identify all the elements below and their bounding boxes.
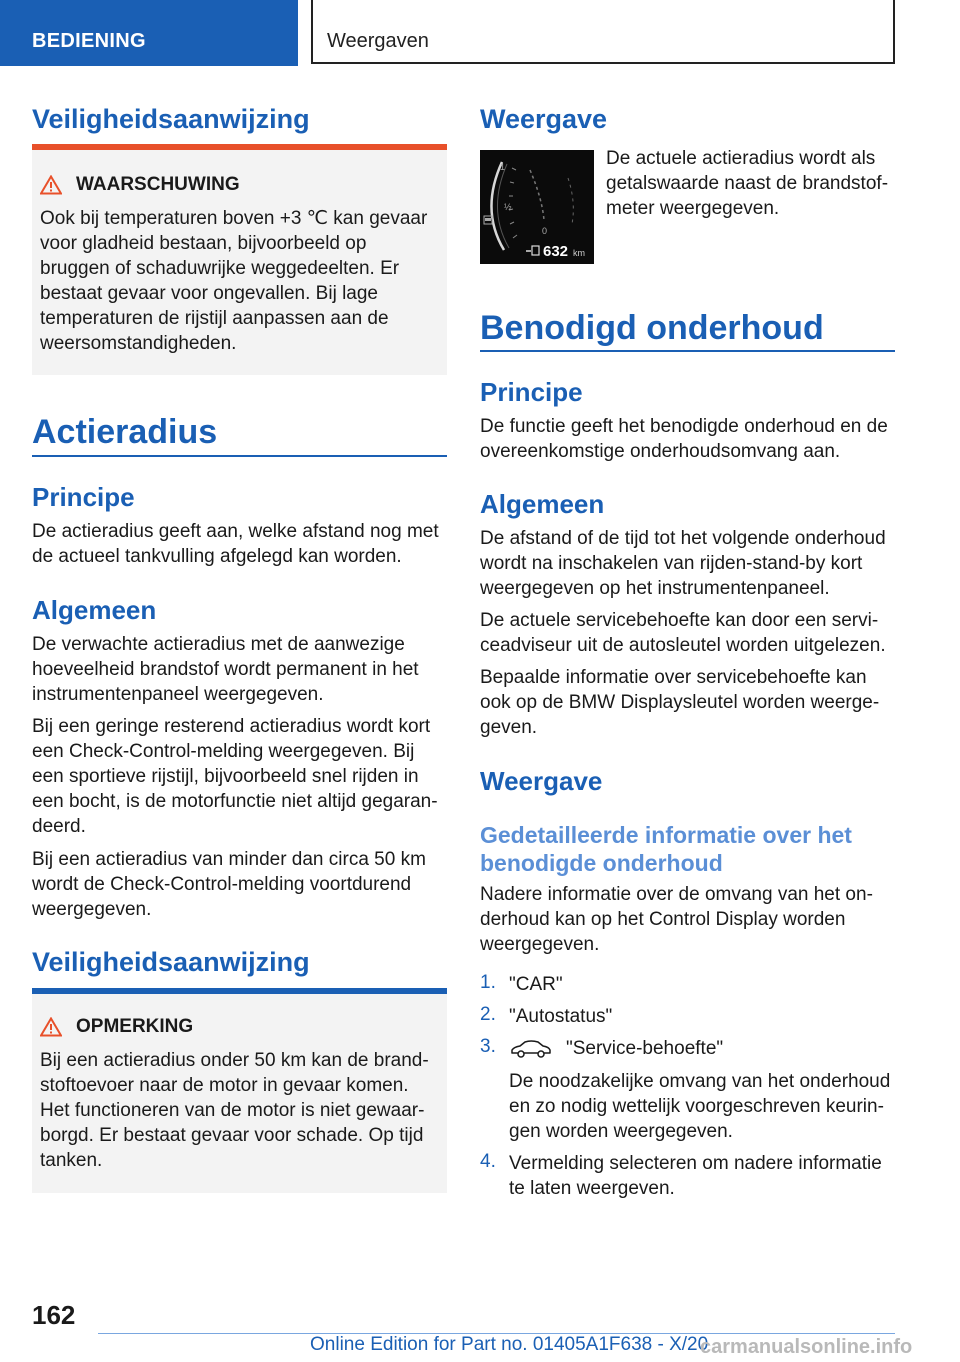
chapter-tab [311, 0, 895, 64]
service-detail-heading: Gedetailleerde informatie over het benodigde onderhoud [480, 822, 852, 876]
step-number: 1. [480, 972, 496, 993]
warning-triangle-icon [40, 1017, 62, 1037]
gauge-empty-label: 0 [542, 226, 548, 236]
service-general-p1: De afstand of de tijd tot het volgende onderhoud wordt na inschakelen van rijden-stand-by kort weergegeven op het instrumentenpaneel. [480, 528, 886, 599]
safety-heading-1: Veiligheidsaanwijzing [32, 104, 310, 134]
note-bar [32, 988, 447, 994]
warning-label: WAARSCHUWING [76, 174, 240, 195]
warning-triangle-icon [40, 175, 62, 195]
step-number: 4. [480, 1151, 496, 1172]
range-general-p3: Bij een actieradius van minder dan circa 50 km wordt de Check-Control-melding voortdurend weergegeven. [32, 849, 426, 920]
note-box [32, 988, 447, 1193]
gauge-full-label: 1 [500, 162, 506, 172]
step-text: "Service-behoefte" [566, 1038, 724, 1059]
range-unit: km [573, 248, 585, 258]
section-tab [0, 0, 298, 66]
service-general-p3: Bepaalde informatie over servicebehoefte kan ook op de BMW Displaysleutel worden weergegeven. [480, 667, 880, 738]
service-heading-rule [480, 350, 895, 352]
range-principle-heading: Principe [32, 482, 135, 512]
range-principle-text: De actieradius geeft aan, welke afstand nog met de actueel tankvulling afgelegd kan worden. [32, 521, 439, 567]
range-general-p2: Bij een geringe resterend actieradius wordt kort een Check-Control-melding weergegeven. Bij een sportieve rijstijl, bijvoorbeeld snel rijden in een bocht, is de motorfunctie niet altijd gegarandeerd. [32, 716, 438, 837]
chapter-title: Weergaven [327, 30, 429, 52]
service-general-p2: De actuele servicebehoefte kan door een serviceadviseur uit de autosleutel worden uitgelezen. [480, 610, 886, 656]
note-text: Bij een actieradius onder 50 km kan de brandstoftoevoer naar de motor in gevaar komen. Het functioneren van de motor is niet gewaarborgd. Er bestaat gevaar voor schade. Op tijd tanken. [40, 1050, 429, 1171]
service-principle-heading: Principe [480, 377, 583, 407]
car-service-icon [509, 1040, 553, 1060]
step-note-text: De noodzakelijke omvang van het onderhoud en zo nodig wettelijk voorgeschreven keuringen worden weergegeven. [509, 1071, 891, 1142]
step-number: 3. [480, 1036, 496, 1057]
step-number: 2. [480, 1004, 496, 1025]
note-label: OPMERKING [76, 1016, 194, 1037]
warning-text: Ook bij temperaturen boven +3 ℃ kan gevaar voor gladheid bestaan, bijvoorbeeld op bruggen of schaduwrijke weggedeelten. Er bestaat gevaar voor ongevallen. Bij lage temperaturen de rijstijl aanpassen aan de weersomstandigheden. [40, 208, 428, 354]
range-heading: Actieradius [32, 413, 218, 451]
service-display-heading: Weergave [480, 766, 603, 796]
fuel-pump-small-icon [532, 246, 539, 255]
warning-bar [32, 144, 447, 150]
section-title: BEDIENING [32, 30, 146, 52]
range-value: 632 [543, 243, 569, 260]
page-number: 162 [32, 1300, 76, 1330]
gauge-half-label: ½ [504, 202, 512, 212]
display-heading: Weergave [480, 104, 608, 134]
edition-text: Online Edition for Part no. 01405A1F638 - X/20 [310, 1334, 709, 1355]
service-principle-text: De functie geeft het benodigde onderhoud en de overeenkomstige onderhoudsomvang aan. [480, 416, 888, 462]
service-detail-text: Nadere informatie over de omvang van het onderhoud kan op het Control Display worden weergegeven. [480, 884, 873, 955]
range-general-p1: De verwachte actieradius met de aanwezige hoeveelheid brandstof wordt permanent in het instrumentenpaneel weergegeven. [32, 634, 419, 705]
watermark: carmanualsonline.info [700, 1336, 913, 1358]
step-text: "Autostatus" [509, 1006, 613, 1027]
warning-box [32, 144, 447, 375]
range-heading-rule [32, 455, 447, 457]
service-general-heading: Algemeen [480, 489, 605, 519]
range-readout [526, 243, 585, 260]
display-text: De actuele actieradius wordt als getalswaarde naast de brandstofmeter weergegeven. [606, 148, 889, 219]
service-heading: Benodigd onderhoud [480, 309, 824, 347]
range-general-heading: Algemeen [32, 595, 157, 625]
step-text: Vermelding selecteren om nadere informatie te laten weergeven. [509, 1153, 882, 1199]
fuel-gauge-image [480, 150, 594, 264]
safety-heading-2: Veiligheidsaanwijzing [32, 947, 310, 977]
step-text: "CAR" [509, 974, 563, 995]
